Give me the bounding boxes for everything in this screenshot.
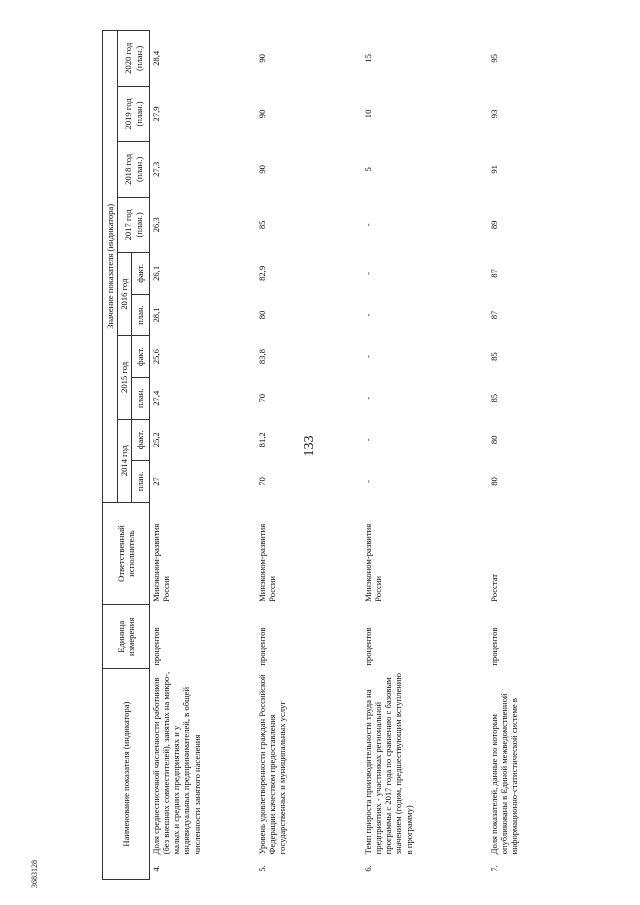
value-2014-plan: 70 — [257, 477, 267, 486]
indicator-name: Темп прироста производительности труда на предприятиях - участниках региональной программы с 2017 года по сравнению с базовым значением (годом, предшествующим вступлению в программу) — [363, 673, 414, 855]
header-year-2020: 2020 год (план.) — [118, 31, 150, 87]
rotated-table-container — [102, 30, 586, 880]
page-number: 133 — [302, 435, 317, 457]
indicator-name: Доля показателей, данные по которым опубликованы в Единой межведомственной информационно-статистической системе в — [489, 693, 520, 855]
responsible-cell: Минэконом-развития России — [151, 523, 172, 602]
value-2016-plan: 87 — [489, 310, 499, 320]
value-2016-fact: 26,1 — [151, 265, 161, 281]
value-2016-plan: 28,1 — [151, 307, 161, 323]
unit-cell: процентов — [151, 627, 161, 666]
value-2020: 28,4 — [151, 50, 161, 66]
value-2014-plan: 80 — [489, 477, 499, 486]
value-2015-plan: 85 — [489, 393, 499, 403]
unit-cell: процентов — [257, 627, 267, 666]
value-2019: 90 — [257, 109, 267, 119]
value-2016-fact: - — [363, 271, 373, 275]
header-year-2017: 2017 год (план.) — [118, 197, 150, 252]
value-2020: 95 — [489, 54, 499, 63]
value-2016-plan: - — [363, 313, 373, 317]
value-2017: 89 — [489, 220, 499, 230]
header-year-2018: 2018 год (план.) — [118, 142, 150, 197]
value-2015-plan: 70 — [257, 393, 267, 403]
table-row — [488, 31, 590, 880]
indicators-table — [102, 30, 590, 880]
responsible-cell: Минэконом-развития России — [363, 523, 384, 602]
value-2014-plan: - — [363, 480, 373, 483]
value-2019: 93 — [489, 109, 499, 119]
value-2014-plan: 27 — [151, 477, 161, 486]
header-indicator-values: Значение показателя (индикатора) — [103, 31, 118, 503]
value-2015-plan: - — [363, 396, 373, 400]
value-2014-fact: 80 — [489, 435, 499, 445]
value-2018: 5 — [363, 167, 373, 172]
row-index: 6. — [363, 865, 373, 872]
unit-cell: процентов — [489, 627, 499, 666]
value-2020: 90 — [257, 54, 267, 63]
responsible-cell: Минэконом-развития России — [257, 523, 278, 602]
indicator-name: Уровень удовлетворенности граждан Российской Федерации качеством предоставления государственных и муниципальных услуг — [257, 674, 288, 855]
value-2020: 15 — [363, 54, 373, 63]
value-2018: 90 — [257, 165, 267, 174]
value-2014-fact: 81,2 — [257, 432, 267, 448]
header-year-2016: 2016 год — [118, 253, 132, 336]
table-row — [362, 31, 488, 880]
value-2014-fact: 25,2 — [151, 432, 161, 448]
row-index: 5. — [257, 865, 267, 872]
value-2016-plan: 80 — [257, 310, 267, 320]
header-unit: Единица измерения — [103, 605, 150, 669]
indicator-name: Доля среднесписочной численности работников (без внешних совместителей), занятых на микро-, малых и средних предприятиях и у индивидуальных предпринимателей, в общей численности занятого населения — [151, 671, 202, 855]
value-2014-fact: - — [363, 438, 373, 442]
value-2018: 27,3 — [151, 161, 161, 177]
header-indicator-name: Наименование показателя (индикатора) — [103, 669, 150, 880]
row-index: 7. — [489, 865, 499, 872]
header-plan-2015: план. — [132, 377, 150, 419]
value-2015-plan: 27,4 — [151, 390, 161, 406]
value-2019: 27,9 — [151, 106, 161, 122]
value-2019: 10 — [363, 109, 373, 119]
header-fact-2016: факт. — [132, 253, 150, 295]
header-year-2015: 2015 год — [118, 336, 132, 419]
value-2018: 91 — [489, 165, 499, 174]
value-2016-fact: 87 — [489, 269, 499, 278]
table-row — [150, 31, 257, 880]
header-fact-2015: факт. — [132, 336, 150, 378]
value-2016-fact: 82,9 — [257, 265, 267, 281]
header-plan-2016: план. — [132, 294, 150, 336]
header-year-2014: 2014 год — [118, 419, 132, 502]
value-2017: 85 — [257, 220, 267, 230]
table-body — [150, 31, 591, 880]
value-2015-fact: 85 — [489, 352, 499, 361]
responsible-cell: Росстат — [489, 573, 499, 602]
value-2017: 26,3 — [151, 217, 161, 233]
header-fact-2014: факт. — [132, 419, 150, 461]
header-plan-2014: план. — [132, 461, 150, 503]
document-id: 3683128 — [30, 860, 39, 888]
header-year-2019: 2019 год (план.) — [118, 86, 150, 141]
value-2015-fact: 25,6 — [151, 349, 161, 365]
value-2017: - — [363, 223, 373, 227]
header-responsible: Ответственный исполнитель — [103, 502, 150, 605]
value-2015-fact: - — [363, 355, 373, 359]
row-index: 4. — [151, 865, 161, 872]
value-2015-fact: 83,8 — [257, 349, 267, 365]
unit-cell: процентов — [363, 627, 373, 666]
table-row — [256, 31, 362, 880]
table-header — [103, 31, 150, 880]
